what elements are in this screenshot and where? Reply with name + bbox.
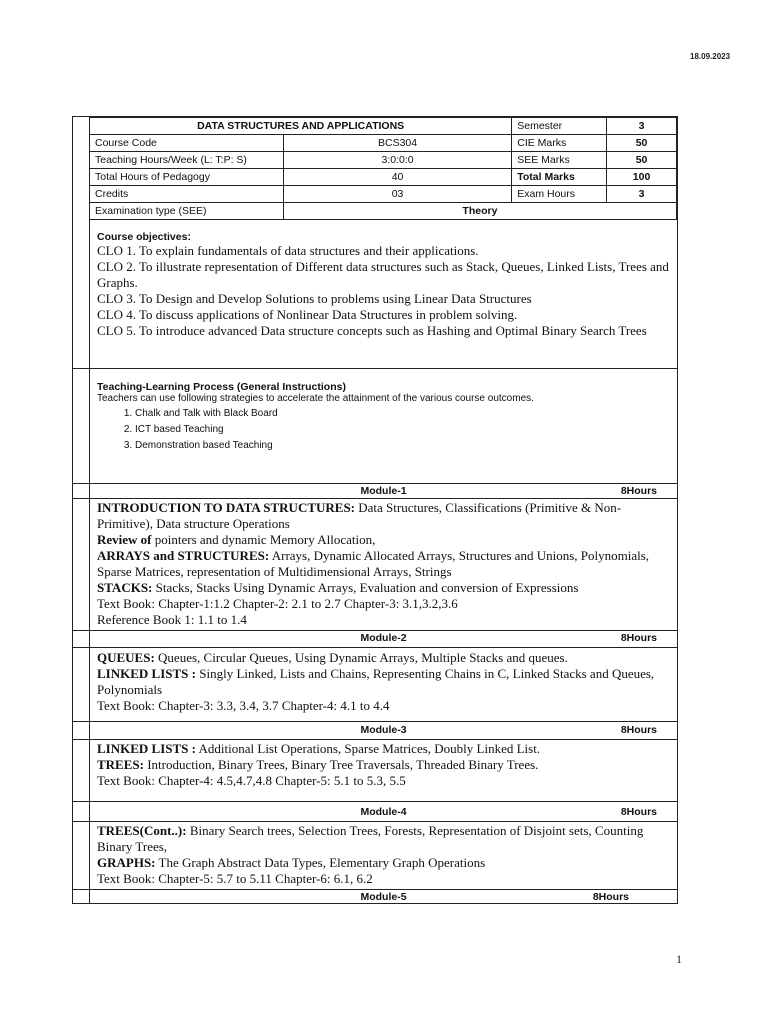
content-line bbox=[97, 855, 669, 871]
content-line bbox=[97, 532, 669, 548]
module-title: Module-2 bbox=[360, 632, 407, 644]
module-1-header bbox=[90, 484, 677, 498]
content-text: The Graph Abstract Data Types, Elementary Graph Operations bbox=[155, 855, 486, 870]
semester-label: Semester bbox=[512, 118, 607, 135]
module-hours: 8Hours bbox=[592, 891, 629, 903]
exam-type-value: Theory bbox=[283, 203, 676, 220]
module-2-header bbox=[90, 631, 677, 645]
course-info-table bbox=[89, 117, 677, 220]
content-text: Introduction, Binary Trees, Binary Tree Traversals, Threaded Binary Trees. bbox=[143, 757, 539, 772]
content-line bbox=[97, 596, 669, 612]
info-label: Teaching Hours/Week (L: T:P: S) bbox=[90, 152, 284, 169]
course-objectives bbox=[97, 231, 671, 339]
info-rlabel: Exam Hours bbox=[512, 186, 607, 203]
info-row bbox=[90, 135, 677, 152]
content-line bbox=[97, 666, 669, 698]
page-number: 1 bbox=[676, 952, 682, 966]
exam-type-row bbox=[90, 203, 677, 220]
info-rlabel: SEE Marks bbox=[512, 152, 607, 169]
left-margin-rule bbox=[89, 117, 90, 903]
content-heading: LINKED LISTS : bbox=[97, 666, 196, 681]
module-4-content bbox=[97, 823, 669, 887]
info-label: Course Code bbox=[90, 135, 284, 152]
clo-item: CLO 3. To Design and Develop Solutions to problems using Linear Data Structures bbox=[97, 291, 532, 306]
list-item: 1. Chalk and Talk with Black Board bbox=[135, 406, 671, 422]
content-line bbox=[97, 823, 669, 855]
content-text: Arrays, Dynamic Allocated Arrays, Structures and Unions, Polynomials, Sparse Matrices, representation of Multidimensional Arrays, Strings bbox=[97, 548, 650, 579]
module-title: Module-3 bbox=[360, 724, 407, 736]
divider bbox=[73, 821, 677, 822]
content-line bbox=[97, 871, 669, 887]
objectives-title: Course objectives: bbox=[97, 231, 191, 243]
info-value: 03 bbox=[283, 186, 511, 203]
module-3-header bbox=[90, 723, 677, 737]
module-title: Module-4 bbox=[360, 806, 407, 818]
content-line bbox=[97, 773, 669, 789]
content-line bbox=[97, 580, 669, 596]
info-row bbox=[90, 169, 677, 186]
content-line bbox=[97, 650, 669, 666]
clo-item: CLO 5. To introduce advanced Data structure concepts such as Hashing and Optimal Binary Search Trees bbox=[97, 323, 647, 338]
exam-type-label: Examination type (SEE) bbox=[90, 203, 284, 220]
content-line bbox=[97, 548, 669, 580]
info-value: 40 bbox=[283, 169, 511, 186]
info-row bbox=[90, 186, 677, 203]
tlp-subtitle: Teachers can use following strategies to accelerate the attainment of the various course outcomes. bbox=[97, 393, 534, 404]
divider bbox=[73, 498, 677, 499]
content-line bbox=[97, 500, 669, 532]
info-rvalue: 3 bbox=[607, 186, 677, 203]
content-text: Singly Linked, Lists and Chains, Representing Chains in C, Linked Stacks and Queues, Polynomials bbox=[97, 666, 655, 697]
content-text: Data Structures, Classifications (Primitive & Non-Primitive), Data structure Operations bbox=[97, 500, 622, 531]
content-heading: LINKED LISTS : bbox=[97, 741, 196, 756]
semester-value: 3 bbox=[607, 118, 677, 135]
module-hours: 8Hours bbox=[620, 806, 657, 818]
list-item: 3. Demonstration based Teaching bbox=[135, 438, 671, 454]
content-line bbox=[97, 612, 669, 628]
module-3-content bbox=[97, 741, 669, 789]
module-hours: 8Hours bbox=[620, 632, 657, 644]
module-5-header bbox=[90, 890, 677, 904]
divider bbox=[73, 368, 677, 369]
content-heading: Review of bbox=[97, 532, 152, 547]
content-text: Text Book: Chapter-4: 4.5,4.7,4.8 Chapter-5: 5.1 to 5.3, 5.5 bbox=[97, 773, 406, 788]
info-row bbox=[90, 152, 677, 169]
module-1-content bbox=[97, 500, 669, 628]
content-heading: TREES: bbox=[97, 757, 144, 772]
course-title-row bbox=[90, 118, 677, 135]
info-rvalue: 50 bbox=[607, 135, 677, 152]
info-value: 3:0:0:0 bbox=[283, 152, 511, 169]
content-text: Text Book: Chapter-1:1.2 Chapter-2: 2.1 to 2.7 Chapter-3: 3.1,3.2,3.6 bbox=[97, 596, 458, 611]
content-heading: GRAPHS: bbox=[97, 855, 156, 870]
divider bbox=[73, 647, 677, 648]
content-text: pointers and dynamic Memory Allocation, bbox=[151, 532, 376, 547]
divider bbox=[73, 801, 677, 802]
content-text: Additional List Operations, Sparse Matrices, Doubly Linked List. bbox=[195, 741, 541, 756]
content-text: Reference Book 1: 1.1 to 1.4 bbox=[97, 612, 247, 627]
content-text: Queues, Circular Queues, Using Dynamic Arrays, Multiple Stacks and queues. bbox=[154, 650, 568, 665]
syllabus-table bbox=[72, 116, 678, 904]
divider bbox=[73, 739, 677, 740]
clo-item: CLO 2. To illustrate representation of Different data structures such as Stack, Queues, Linked Lists, Trees and Graphs. bbox=[97, 259, 669, 290]
module-title: Module-1 bbox=[360, 485, 407, 497]
course-title: DATA STRUCTURES AND APPLICATIONS bbox=[90, 118, 512, 135]
info-rvalue: 50 bbox=[607, 152, 677, 169]
content-text: Text Book: Chapter-3: 3.3, 3.4, 3.7 Chapter-4: 4.1 to 4.4 bbox=[97, 698, 390, 713]
module-hours: 8Hours bbox=[620, 485, 657, 497]
list-item: 2. ICT based Teaching bbox=[135, 422, 671, 438]
content-line bbox=[97, 757, 669, 773]
tlp-list bbox=[135, 406, 671, 454]
content-heading: QUEUES: bbox=[97, 650, 155, 665]
document-date: 18.09.2023 bbox=[690, 52, 731, 61]
info-label: Credits bbox=[90, 186, 284, 203]
content-text: Text Book: Chapter-5: 5.7 to 5.11 Chapter-6: 6.1, 6.2 bbox=[97, 871, 373, 886]
content-text: Binary Search trees, Selection Trees, Forests, Representation of Disjoint sets, Counting Binary Trees, bbox=[97, 823, 644, 854]
info-label: Total Hours of Pedagogy bbox=[90, 169, 284, 186]
teaching-learning-process bbox=[97, 381, 671, 454]
module-hours: 8Hours bbox=[620, 724, 657, 736]
divider bbox=[73, 721, 677, 722]
info-rlabel: CIE Marks bbox=[512, 135, 607, 152]
info-value: BCS304 bbox=[283, 135, 511, 152]
clo-item: CLO 1. To explain fundamentals of data structures and their applications. bbox=[97, 243, 479, 258]
content-heading: ARRAYS and STRUCTURES: bbox=[97, 548, 270, 563]
content-line bbox=[97, 741, 669, 757]
content-line bbox=[97, 698, 669, 714]
info-rvalue: 100 bbox=[607, 169, 677, 186]
module-2-content bbox=[97, 650, 669, 714]
content-heading: INTRODUCTION TO DATA STRUCTURES: bbox=[97, 500, 356, 515]
content-heading: TREES(Cont..): bbox=[97, 823, 187, 838]
clo-item: CLO 4. To discuss applications of Nonlinear Data Structures in problem solving. bbox=[97, 307, 518, 322]
content-heading: STACKS: bbox=[97, 580, 153, 595]
tlp-title: Teaching-Learning Process (General Instructions) bbox=[97, 381, 346, 393]
module-4-header bbox=[90, 805, 677, 819]
info-rlabel: Total Marks bbox=[512, 169, 607, 186]
content-text: Stacks, Stacks Using Dynamic Arrays, Evaluation and conversion of Expressions bbox=[152, 580, 579, 595]
module-title: Module-5 bbox=[360, 891, 407, 903]
